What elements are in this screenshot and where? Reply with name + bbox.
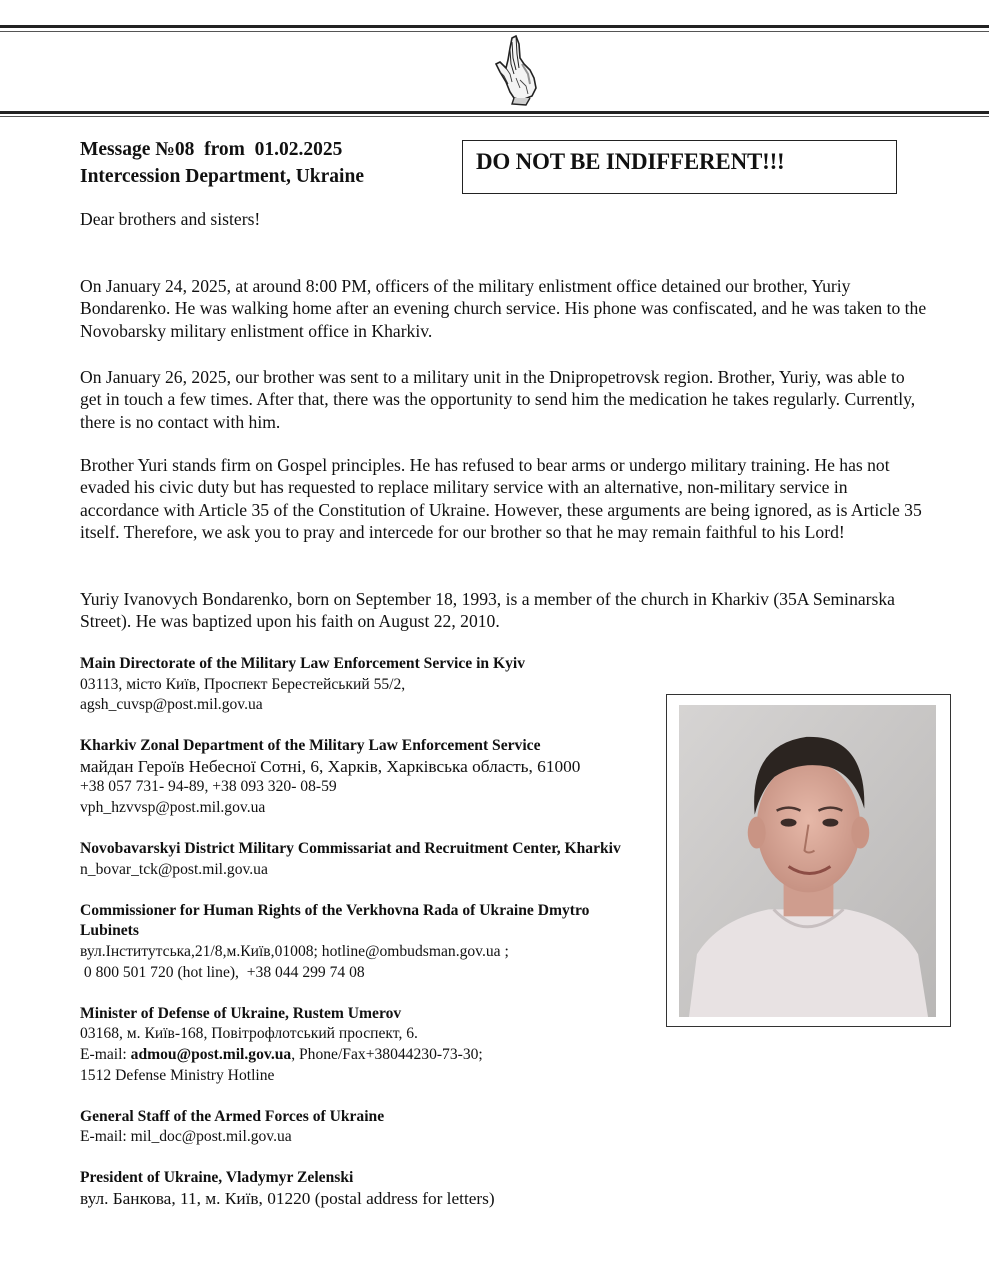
header-rule — [0, 111, 989, 114]
paragraph-gospel-principles: Brother Yuri stands firm on Gospel principles. He has refused to bear arms or undergo military training. He has not evaded his civic duty but has requested to replace military service with an alternative, non-military service in accordance with Article 35 of the Constitution of Ukraine. However, these arguments are being ignored, as is Article 35 itself. Therefore, we ask you to pray and intercede for our brother so that he may remain faithful to his Lord! — [80, 455, 922, 542]
paragraph-biography: Yuriy Ivanovych Bondarenko, born on September 18, 1993, is a member of the church in Kharkiv (35A Seminarska Street). He was baptized upon his faith on August 22, 2010. — [80, 589, 895, 632]
paragraph-detention: On January 24, 2025, at around 8:00 PM, officers of the military enlistment office detained our brother, Yuriy Bondarenko. He was walking home after an evening church service. His phone was confiscated, and he was taken to the Novobarsky military enlistment office in Kharkiv. — [80, 276, 927, 341]
message-header — [80, 136, 364, 190]
contact-name: Main Directorate of the Military Law Enforcement Service in Kyiv — [80, 655, 526, 672]
phone-fax: , Phone/Fax+38044230-73-30; — [291, 1045, 483, 1063]
contact-email[interactable]: agsh_cuvsp@post.mil.gov.ua — [80, 696, 263, 714]
contact-novobavarskyi-commissariat — [80, 839, 660, 880]
contact-address: вул. Банкова, 11, м. Київ, 01220 (postal address for letters) — [80, 1188, 495, 1208]
top-rule — [0, 25, 989, 28]
contact-email[interactable]: n_bovar_tck@post.mil.gov.ua — [80, 860, 268, 878]
praying-hands-icon — [486, 34, 546, 106]
paragraph-military-unit: On January 26, 2025, our brother was sent to a military unit in the Dnipropetrovsk region. Brother, Yuriy, was able to get in touch a few times. After that, there was the opportunity to send him the medication he takes regularly. Currently, there is no contact with him. — [80, 367, 916, 432]
contact-president — [80, 1168, 660, 1209]
top-rule-thin — [0, 31, 989, 32]
contact-phones: 0 800 501 720 (hot line), +38 044 299 74 08 — [80, 963, 365, 981]
contact-name: Kharkiv Zonal Department of the Military Law Enforcement Service — [80, 737, 541, 755]
contact-general-staff — [80, 1107, 660, 1148]
contact-address: 03168, м. Київ-168, Повітрофлотський проспект, 6. — [80, 1025, 418, 1043]
header-rule-thin — [0, 116, 989, 117]
contact-email[interactable]: vph_hzvvsp@post.mil.gov.ua — [80, 799, 266, 817]
contact-email[interactable]: admou@post.mil.gov.ua — [130, 1045, 292, 1063]
portrait-frame — [666, 694, 951, 1027]
department-name: Intercession Department, Ukraine — [80, 166, 364, 187]
contact-military-law-kharkiv — [80, 736, 660, 818]
contact-list — [80, 654, 660, 1230]
greeting: Dear brothers and sisters! — [80, 209, 261, 229]
contact-name: General Staff of the Armed Forces of Ukraine — [80, 1107, 385, 1125]
contact-address: майдан Героїв Небесної Сотні, 6, Харків, Харківська область, 61000 — [80, 756, 581, 776]
contact-email[interactable]: E-mail: mil_doc@post.mil.gov.ua — [80, 1128, 292, 1146]
contact-minister-of-defense — [80, 1004, 660, 1086]
contact-name: Novobavarskyi District Military Commissariat and Recruitment Center, Kharkiv — [80, 840, 621, 858]
do-not-be-indifferent-banner: DO NOT BE INDIFFERENT!!! — [462, 140, 897, 194]
contact-name: President of Ukraine, Vladymyr Zelenski — [80, 1169, 354, 1187]
email-prefix: E-mail: — [80, 1045, 131, 1063]
contact-hotline: 1512 Defense Ministry Hotline — [80, 1066, 275, 1084]
contact-phones: +38 057 731- 94-89, +38 093 320- 08-59 — [80, 778, 337, 796]
contact-address: 03113, місто Київ, Проспект Берестейський 55/2, — [80, 675, 406, 693]
contact-military-law-kyiv — [80, 654, 660, 716]
message-number-date: Message №08 from 01.02.2025 — [80, 139, 343, 160]
contact-address-email: вул.Інститутська,21/8,м.Київ,01008; hotline@ombudsman.gov.ua ; — [80, 943, 509, 961]
contact-name: Minister of Defense of Ukraine, Rustem Umerov — [80, 1004, 402, 1022]
contact-human-rights-commissioner — [80, 901, 660, 983]
contact-name: Commissioner for Human Rights of the Verkhovna Rada of Ukraine Dmytro Lubinets — [80, 901, 590, 940]
contact-email-phone — [80, 1045, 660, 1066]
portrait-photo — [679, 705, 936, 1017]
